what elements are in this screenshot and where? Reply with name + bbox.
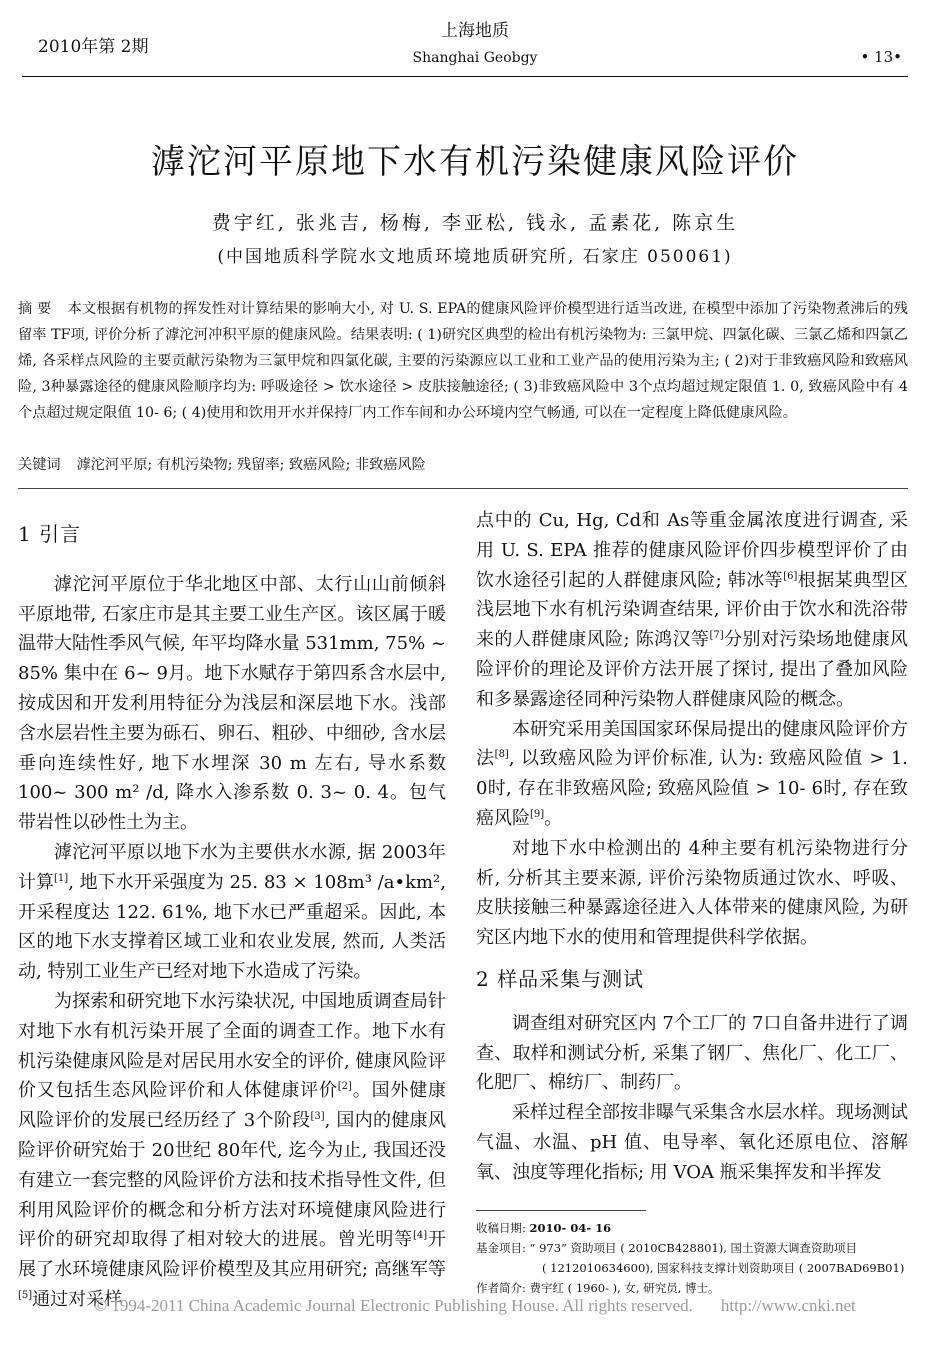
paragraph-text: , 以致癌风险为评价标准, 认为: 致癌风险值 > 1. 0时, 存在非致癌风险; 致癌风险值 > 10- 6时, 存在致癌风险 [476, 748, 908, 829]
paragraph-text: 分别对污染场地健康风险评价的理论及评价方法开展了探讨, 提出了叠加风险和多暴露途径同种污染物人群健康风险的概念。 [476, 629, 909, 710]
paragraph [476, 715, 908, 834]
page-number: • 13• [860, 48, 902, 66]
author-bio [476, 1278, 908, 1298]
citation: [5] [18, 1289, 33, 1301]
author-bio-text: 费宇红 ( 1960- ), 女, 研究员, 博士。 [529, 1281, 720, 1295]
left-column [18, 520, 446, 1315]
paragraph: 滹沱河平原位于华北地区中部、太行山山前倾斜平原地带, 石家庄市是其主要工业生产区。该区属于暖温带大陆性季风气候, 年平均降水量 531mm, 75% ~ 85% 集中在 6~ 9月。地下水赋存于第四系含水层中, 按成因和开发利用特征分为浅层和深层地下水。浅部含水层岩性主要为砾石、卵石、粗砂、中细砂, 含水层垂向连续性好, 地下水埋深 30 m 左右, 导水系数 100~ 300 m² /d, 降水入渗系数 0. 3~ 0. 4。包气带岩性以砂性土为主。 [18, 573, 446, 834]
copyright-watermark [0, 1296, 950, 1316]
paragraph [18, 838, 446, 987]
paragraph-text: 为探索和研究地下水污染状况, 中国地质调查局针对地下水有机污染开展了全面的调查工作。地下水有机污染健康风险是对居民用水安全的评价, 健康风险评价又包括生态风险评价和人体健康评价 [18, 990, 446, 1102]
header-rule [22, 76, 908, 77]
paragraph-text: 本研究采用美国国家环保局提出的健康风险评价方法 [476, 718, 908, 770]
paragraph-text: 根据某典型区浅层地下水有机污染调查结果, 评价由于饮水和洗浴带来的人群健康风险; 陈鸿汉等 [476, 569, 908, 651]
citation: [4] [413, 1230, 428, 1242]
paragraph-text: 点中的 Cu, Hg, Cd和 As等重金属浓度进行调查, 采用 U. S. EPA 推荐的健康风险评价四步模型评价了由饮水途径引起的人群健康风险; 韩冰等 [476, 510, 908, 591]
citation: [1] [54, 872, 69, 884]
received-value: 2010- 04- 16 [529, 1221, 612, 1235]
cnki-url[interactable]: http://www.cnki.net [720, 1296, 856, 1315]
citation: [8] [494, 749, 509, 761]
fund-text: “ 973” 资助项目 ( 2010CB428801), 国土资源大调查资助项目 [529, 1241, 858, 1255]
paragraph [476, 506, 908, 715]
citation: [9] [530, 808, 545, 820]
keywords [18, 454, 908, 474]
footnote-rule [476, 1210, 646, 1211]
issue-number: 2010年第 2期 [38, 37, 149, 57]
copyright-text: © 1994-2011 China Academic Journal Electronic Publishing House. All rights reserved. [94, 1296, 693, 1315]
author-bio-label: 作者简介: [476, 1281, 530, 1295]
right-column [476, 506, 908, 1188]
journal-header [0, 16, 950, 66]
citation: [6] [783, 570, 798, 582]
received-date [476, 1218, 908, 1238]
abstract-text: 本文根据有机物的挥发性对计算结果的影响大小, 对 U. S. EPA的健康风险评价模型进行适当改进, 在模型中添加了污染物煮沸后的残留率 TF项, 评价分析了滹沱河冲积平原的健康风险。结果表明: ( 1)研究区典型的检出有机污染物为: 三氯甲烷、四氯化碳、三氯乙烯和四氯乙烯, 各采样点风险的主要贡献污染物为三氯甲烷和四氯化碳, 主要的污染源应以工业和工业产品的使用污染为主; ( 2)对于非致癌风险和致癌风险, 3种暴露途径的健康风险顺序均为: 呼吸途径 > 饮水途径 > 皮肤接触途径; ( 3)非致癌风险中 3个点均超过规定限值 1. 0, 致癌风险中有 4个点超过规定限值 10- 6; ( 4)使用和饮用开水并保持厂内工作车间和办公环境内空气畅通, 可以在一定程度上降低健康风险。 [18, 301, 908, 421]
fund-label: 基金项目: [476, 1241, 530, 1255]
keywords-label: 关键词 [18, 457, 61, 473]
section-heading-sampling: 2 样品采集与测试 [476, 966, 645, 991]
journal-name-cn: 上海地质 [441, 21, 509, 41]
citation: [3] [310, 1111, 325, 1123]
citation: [2] [337, 1081, 352, 1093]
paragraph: 对地下水中检测出的 4种主要有机污染物进行分析, 分析其主要来源, 评价污染物质通过饮水、呼吸、皮肤接触三种暴露途径进入人体带来的健康风险, 为研究区内地下水的使用和管理提供科学依据。 [476, 837, 908, 949]
fund-info [476, 1238, 908, 1258]
footnotes [476, 1218, 908, 1298]
section-heading-introduction: 1 引言 [18, 522, 82, 546]
paragraph-text: 。 [544, 807, 563, 829]
keywords-text: 滹沱河平原; 有机污染物; 残留率; 致癌风险; 非致癌风险 [76, 457, 426, 473]
paragraph-text: 开展了水环境健康风险评价模型及其应用研究; 高继军等 [18, 1229, 446, 1281]
journal-name-en: Shanghai Geobgy [412, 50, 538, 66]
paper-title: 滹沱河平原地下水有机污染健康风险评价 [151, 142, 799, 182]
paragraph-text: 。国外健康风险评价的发展已经历经了 3个阶段 [18, 1080, 447, 1132]
fund-info-continued: ( 1212010634600), 国家科技支撑计划资助项目 ( 2007BAD69B01) [542, 1261, 905, 1275]
paragraph [18, 987, 446, 1315]
author-list: 费宇红, 张兆吉, 杨梅, 李亚松, 钱永, 孟素花, 陈京生 [211, 212, 739, 234]
paragraph-text: 通过对采样 [32, 1288, 123, 1310]
abstract-label: 摘 要 [18, 301, 52, 317]
paragraph-text: , 国内的健康风险评价研究始于 20世纪 80年代, 迄今为止, 我国还没有建立一套完整的风险评价方法和技术指导性文件, 但利用风险评价的概念和分析方法对环境健康风险进行评价的研究却取得了相对较大的进展。曾光明等 [18, 1110, 446, 1251]
paragraph: 采样过程全部按非曝气采集含水层水样。现场测试气温、水温、pH 值、电导率、氧化还原电位、溶解氧、浊度等理化指标; 用 VOA 瓶采集挥发和半挥发 [476, 1102, 908, 1183]
paragraph-text: 滹沱河平原以地下水为主要供水水源, 据 2003年计算 [18, 841, 446, 893]
abstract-rule [18, 488, 908, 489]
citation: [7] [709, 630, 724, 642]
affiliation: (中国地质科学院水文地质环境地质研究所, 石家庄 050061) [217, 247, 733, 267]
received-label: 收稿日期: [476, 1221, 530, 1235]
paragraph-text: , 地下水开采强度为 25. 83 × 108m³ /a•km², 开采程度达 122. 61%, 地下水已严重超采。因此, 本区的地下水支撑着区域工业和农业发展, 然而, 人类活动, 特别工业生产已经对地下水造成了污染。 [18, 871, 446, 983]
paragraph: 调查组对研究区内 7个工厂的 7口自备井进行了调查、取样和测试分析, 采集了钢厂、焦化厂、化工厂、化肥厂、棉纺厂、制药厂。 [476, 1012, 908, 1094]
abstract [18, 296, 908, 426]
